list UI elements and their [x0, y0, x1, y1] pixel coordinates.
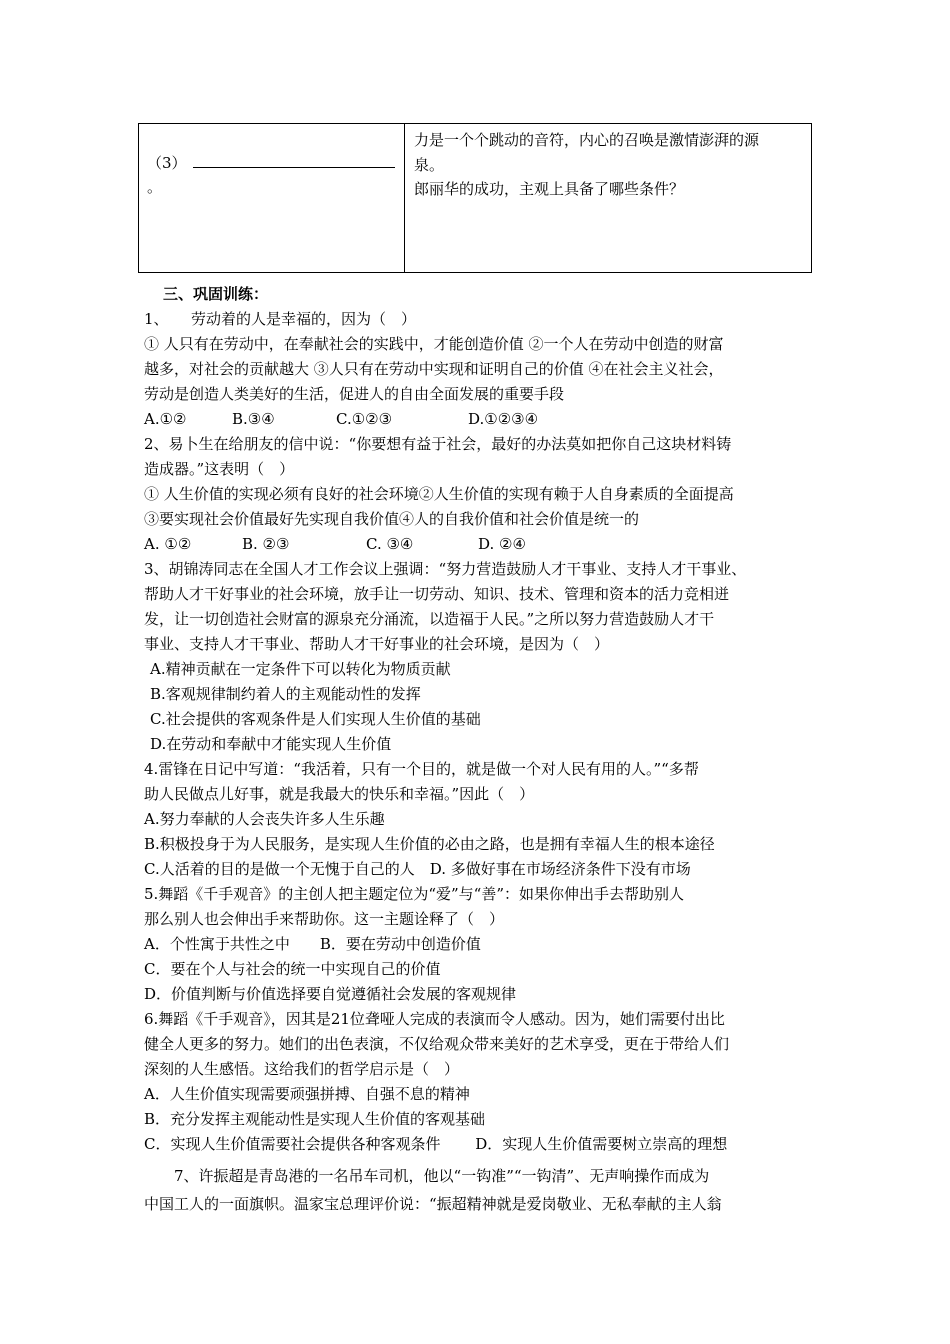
option-a[interactable]: A.努力奉献的人会丧失许多人生乐趣 — [144, 810, 385, 828]
right-question: 郎丽华的成功，主观上具备了哪些条件？ — [414, 180, 685, 198]
table-divider — [404, 124, 405, 272]
question-1-line: 越多，对社会的贡献越大 ③人只有在劳动中实现和证明自己的价值 ④在社会主义社会， — [144, 360, 724, 378]
question-2-line: 2、易卜生在给朋友的信中说：“你要想有益于社会，最好的办法莫如把你自己这块材料铸 — [144, 435, 732, 453]
question-4-line: 助人民做点儿好事，就是我最大的快乐和幸福。”因此（ ） — [144, 785, 535, 803]
section-title: 三、巩固训练： — [163, 285, 269, 303]
question-4-line: 4.雷锋在日记中写道：“我活着，只有一个目的，就是做一个对人民有用的人。”“多帮 — [144, 760, 699, 778]
question-3-line: 发，让一切创造社会财富的源泉充分涌流，以造福于人民。”之所以努力营造鼓励人才干 — [144, 610, 715, 628]
option-b[interactable]: B.客观规律制约着人的主观能动性的发挥 — [150, 685, 421, 703]
question-6-line: 6.舞蹈《千手观音》，因其是21位聋哑人完成的表演而令人感动。因为，她们需要付出比 — [144, 1010, 725, 1028]
option-a[interactable]: A.①② — [144, 410, 187, 428]
option-b[interactable]: B. ②③ — [242, 535, 290, 553]
question-3-line: 事业、支持人才干事业、帮助人才干好事业的社会环境，是因为（ ） — [144, 635, 610, 653]
answer-table — [138, 123, 812, 273]
option-d[interactable]: D．价值判断与价值选择要自觉遵循社会发展的客观规律 — [144, 985, 517, 1003]
table-left-cell — [147, 151, 397, 199]
question-1-line: 劳动是创造人类美好的生活，促进人的自由全面发展的重要手段 — [144, 385, 565, 403]
option-c[interactable]: C. ③④ — [366, 535, 414, 553]
table-right-cell — [414, 128, 806, 202]
question-3-line: 3、胡锦涛同志在全国人才工作会议上强调：“努力营造鼓励人才干事业、支持人才干事业、 — [144, 560, 747, 578]
question-5-line: 5.舞蹈《千手观音》的主创人把主题定位为“爱”与“善”：如果你伸出手去帮助别人 — [144, 885, 684, 903]
right-text-line: 力是一个个跳动的音符，内心的召唤是激情澎湃的源 — [414, 131, 760, 149]
question-7-line: 7、许振超是青岛港的一名吊车司机，他以“一钩准”“一钩清”、无声响操作而成为 — [144, 1167, 710, 1185]
question-1-stem: 1、 劳动着的人是幸福的，因为（ ） — [144, 310, 417, 328]
option-a[interactable]: A. ①② — [144, 535, 192, 553]
option-c[interactable]: C．要在个人与社会的统一中实现自己的价值 — [144, 960, 441, 978]
item-number: （3） — [147, 154, 187, 172]
option-c[interactable]: C.社会提供的客观条件是人们实现人生价值的基础 — [150, 710, 481, 728]
option-d[interactable]: D.在劳动和奉献中才能实现人生价值 — [150, 735, 392, 753]
item-tail: 。 — [147, 178, 163, 196]
option-a[interactable]: A.精神贡献在一定条件下可以转化为物质贡献 — [150, 660, 451, 678]
option-b[interactable]: B.③④ — [232, 410, 275, 428]
question-1-options — [144, 409, 538, 429]
option-d[interactable]: D. ②④ — [478, 535, 526, 553]
question-2-line: ③要实现社会价值最好先实现自我价值④人的自我价值和社会价值是统一的 — [144, 510, 640, 528]
question-3-line: 帮助人才干好事业的社会环境，放手让一切劳动、知识、技术、管理和资本的活力竞相迸 — [144, 585, 730, 603]
option-a[interactable]: A．人生价值实现需要顽强拼搏、自强不息的精神 — [144, 1085, 470, 1103]
fill-blank-line[interactable] — [193, 153, 395, 168]
question-2-options — [144, 534, 526, 554]
option-c[interactable]: C.①②③ — [336, 410, 393, 428]
right-text-line: 泉。 — [414, 155, 445, 174]
option-b[interactable]: B.积极投身于为人民服务，是实现人生价值的必由之路，也是拥有幸福人生的根本途径 — [144, 835, 715, 853]
option-b[interactable]: B．充分发挥主观能动性是实现人生价值的客观基础 — [144, 1110, 486, 1128]
question-2-line: 造成器。”这表明（ ） — [144, 460, 295, 478]
question-2-line: ① 人生价值的实现必须有良好的社会环境②人生价值的实现有赖于人自身素质的全面提高 — [144, 485, 734, 503]
question-6-line: 健全人更多的努力。她们的出色表演，不仅给观众带来美好的艺术享受，更在于带给人们 — [144, 1035, 730, 1053]
question-6-line: 深刻的人生感悟。这给我们的哲学启示是（ ） — [144, 1060, 460, 1078]
option-c-d[interactable]: C．实现人生价值需要社会提供各种客观条件 D．实现人生价值需要树立崇高的理想 — [144, 1135, 728, 1153]
option-a-b[interactable]: A．个性寓于共性之中 B．要在劳动中创造价值 — [144, 935, 481, 953]
option-d[interactable]: D.①②③④ — [468, 410, 539, 428]
question-7-line: 中国工人的一面旗帜。温家宝总理评价说：“振超精神就是爱岗敬业、无私奉献的主人翁 — [144, 1195, 722, 1213]
option-c-d[interactable]: C.人活着的目的是做一个无愧于自己的人 D. 多做好事在市场经济条件下没有市场 — [144, 860, 691, 878]
question-5-line: 那么别人也会伸出手来帮助你。这一主题诠释了（ ） — [144, 910, 505, 928]
question-1-line: ① 人只有在劳动中，在奉献社会的实践中，才能创造价值 ②一个人在劳动中创造的财富 — [144, 335, 724, 353]
